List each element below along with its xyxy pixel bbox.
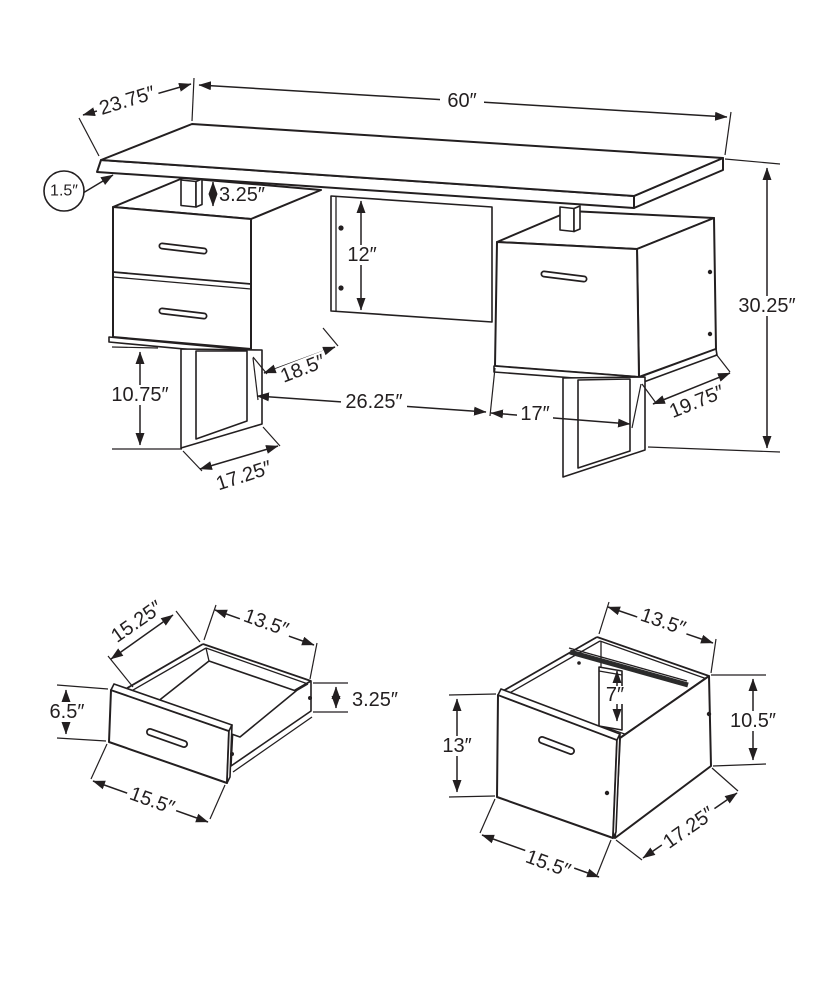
dim-label-desk-left-pedestal-depth: 18.5″	[277, 350, 329, 388]
left-connector-post	[181, 179, 202, 207]
right-drawer-handle	[544, 274, 584, 279]
desk-left-pedestal	[109, 178, 321, 356]
figure-file-drawer	[438, 602, 780, 883]
dim-label-desk-overall-height: 30.25″	[738, 295, 796, 317]
right-connector-post	[560, 206, 580, 232]
dim-label-desk-leg-runner: 17.25″	[213, 456, 275, 496]
dim-label-desk-gap: 3.25″	[218, 184, 266, 206]
figure-desk	[44, 78, 801, 496]
desk-right-pedestal	[494, 206, 717, 383]
dim-label-file-drawer-depth: 17.25″	[659, 802, 719, 854]
desk-left-leg	[181, 349, 262, 448]
dim-label-small-drawer-depth: 15.25″	[107, 596, 167, 648]
dim-label-desk-knee-width: 26.25″	[345, 391, 403, 413]
dim-label-desk-leg-height: 10.75″	[111, 384, 169, 406]
left-drawer-handle-bottom	[162, 311, 204, 316]
dim-label-file-drawer-width: 13.5″	[637, 604, 689, 640]
dim-label-desk-open-height: 12″	[347, 244, 377, 266]
dim-label-file-drawer-side-height: 10.5″	[729, 710, 777, 732]
dim-label-file-drawer-front-height: 13″	[442, 735, 472, 757]
dim-label-file-drawer-front-width: 15.5″	[522, 845, 574, 883]
small-drawer-box	[109, 644, 312, 783]
dim-label-small-drawer-front-width: 15.5″	[126, 782, 178, 820]
dim-label-desk-top-width: 60″	[447, 90, 477, 112]
left-drawer-handle-top	[162, 246, 204, 251]
callout-top-thickness	[44, 171, 113, 211]
dim-label-small-drawer-width: 13.5″	[240, 604, 292, 642]
figure-small-drawer	[46, 595, 398, 822]
dim-label-desk-top-thickness: 1.5″	[50, 182, 78, 200]
dim-label-desk-right-pedestal-width: 17″	[520, 403, 550, 425]
dim-label-desk-right-pedestal-depth: 19.75″	[666, 381, 728, 423]
dim-label-desk-top-depth: 23.75″	[96, 82, 158, 120]
file-drawer-box	[497, 637, 711, 838]
dim-label-small-drawer-front-height: 6.5″	[49, 701, 85, 723]
dim-label-small-drawer-side-height: 3.25″	[351, 689, 399, 711]
dim-label-file-drawer-rail-height: 7″	[605, 684, 625, 706]
